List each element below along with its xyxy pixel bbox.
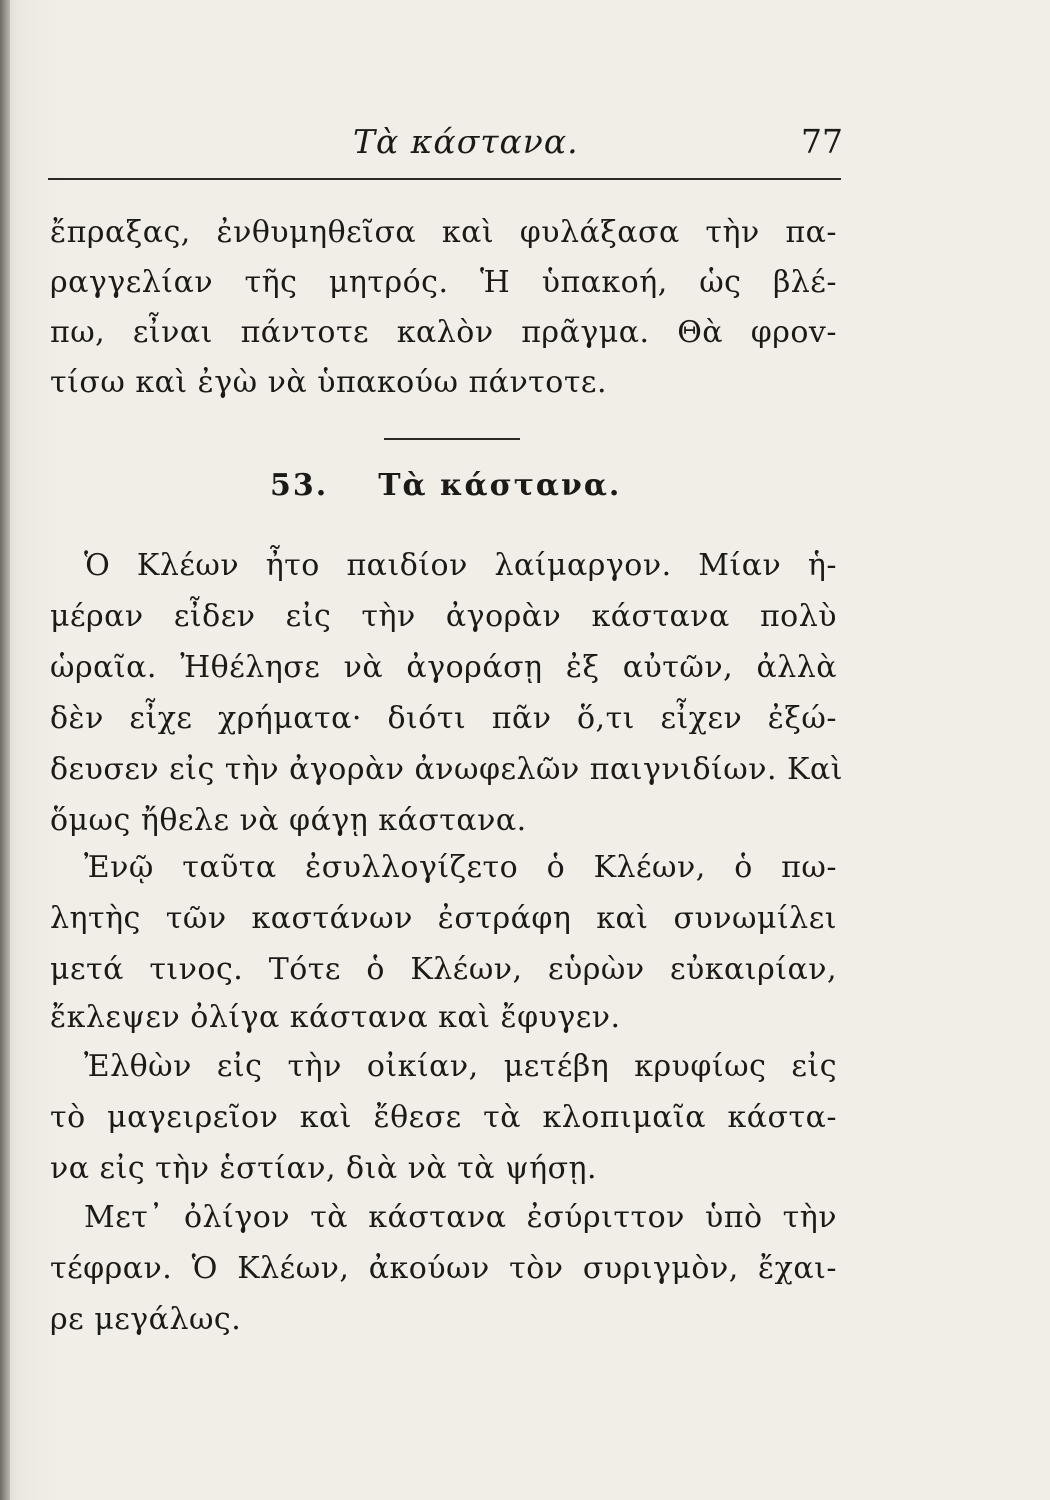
text-line: ὡραῖα. Ἠθέλησε νὰ ἀγοράσῃ ἐξ αὐτῶν, ἀλλὰ (50, 650, 837, 685)
text-line: δὲν εἶχε χρήματα· διότι πᾶν ὅ,τι εἶχεν ἐξώ- (50, 701, 837, 736)
text-line: μέραν εἶδεν εἰς τὴν ἀγορὰν κάστανα πολὺ (50, 599, 837, 634)
text-line: να εἰς τὴν ἑστίαν, διὰ νὰ τὰ ψήσῃ. (50, 1151, 598, 1186)
text-line: ἔκλεψεν ὀλίγα κάστανα καὶ ἔφυγεν. (50, 1000, 621, 1035)
header-rule (48, 178, 841, 180)
text-line: ἔπραξας, ἐνθυμηθεῖσα καὶ φυλάξασα τὴν πα- (50, 215, 837, 250)
text-line: τέφραν. Ὁ Κλέων, ἀκούων τὸν συριγμὸν, ἔχαι- (50, 1251, 837, 1286)
text-line: ρε μεγάλως. (50, 1302, 242, 1337)
text-line: Ἐνῷ ταῦτα ἐσυλλογίζετο ὁ Κλέων, ὁ πω- (84, 850, 837, 885)
section-number: 53. (270, 468, 329, 503)
text-line: δευσεν εἰς τὴν ἀγορὰν ἀνωφελῶν παιγνιδίων. Καὶ (50, 752, 843, 787)
text-line: Ὁ Κλέων ἦτο παιδίον λαίμαργον. Μίαν ἡ- (84, 548, 837, 583)
page-number: 77 (801, 122, 843, 161)
page-spine-shadow (0, 0, 10, 1500)
running-head (48, 122, 843, 172)
text-line: ραγγελίαν τῆς μητρός. Ἡ ὑπακοή, ὡς βλέ- (50, 265, 837, 300)
running-title: Τὰ κάστανα. (353, 122, 579, 161)
text-line: τὸ μαγειρεῖον καὶ ἔθεσε τὰ κλοπιμαῖα κάστα- (50, 1100, 837, 1135)
section-heading (270, 468, 621, 503)
text-line: ὅμως ἤθελε νὰ φάγῃ κάστανα. (50, 803, 527, 838)
text-line: Ἐλθὼν εἰς τὴν οἰκίαν, μετέβη κρυφίως εἰς (84, 1049, 837, 1084)
text-line: λητὴς τῶν καστάνων ἐστράφη καὶ συνωμίλει (50, 901, 837, 936)
text-line: τίσω καὶ ἐγὼ νὰ ὑπακούω πάντοτε. (50, 365, 608, 400)
text-line: μετά τινος. Τότε ὁ Κλέων, εὑρὼν εὐκαιρίαν, (50, 952, 837, 987)
section-title: Τὰ κάστανα. (378, 468, 622, 503)
text-line: πω, εἶναι πάντοτε καλὸν πρᾶγμα. Θὰ φροv- (50, 315, 837, 350)
text-line: Μετ᾽ ὀλίγον τὰ κάστανα ἐσύριττον ὑπὸ τὴν (84, 1200, 837, 1235)
section-divider (384, 438, 520, 440)
